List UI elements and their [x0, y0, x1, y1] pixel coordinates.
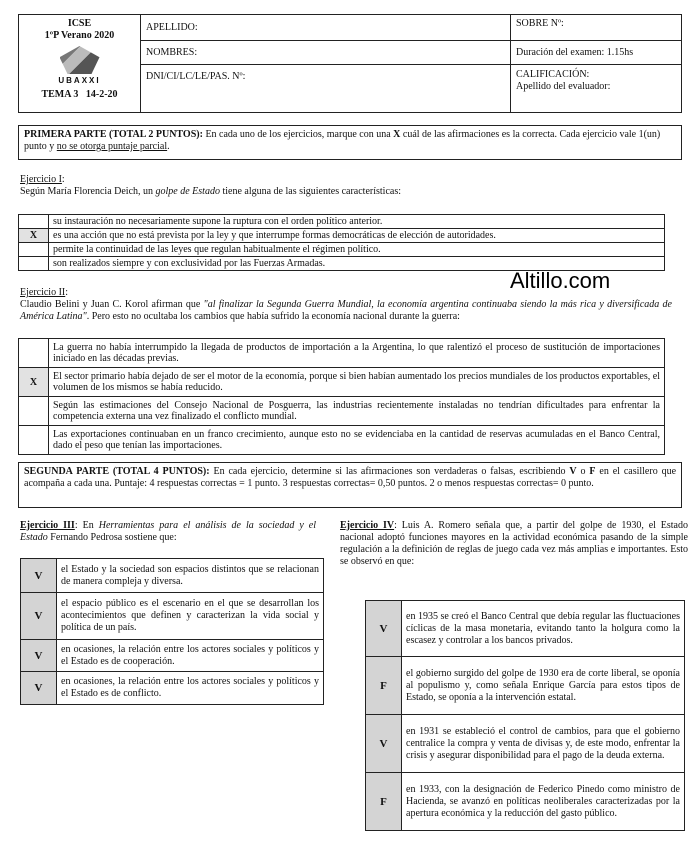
exam-date: 14-2-20: [85, 89, 118, 100]
vf-row[interactable]: F en 1933, con la designación de Federico Pinedo como ministro de Hacienda, se avanzó en políticas neoliberales caracterizadas por la apertura económica y la reducción del gasto público.: [366, 773, 685, 831]
segunda-parte-instructions: SEGUNDA PARTE (TOTAL 4 PUNTOS): En cada ejercicio, determine si las afirmaciones son verdaderas o falsas, escribiendo V o F en el casillero que acompaña a cada una. Puntaje: 4 respuestas correctas = 1 punto. 3 respuestas correctas= 0,50 puntos. 2 o menos respuestas correctas= 0 punto.: [18, 462, 682, 508]
option-row[interactable]: Las exportaciones continuaban en un franco crecimiento, aunque esto no se evidenciaba en la cantidad de reservas acumuladas en el Banco Central, dado el peso que tenían las importaciones.: [19, 426, 665, 455]
calificacion-field[interactable]: CALIFICACIÓN: Apellido del evaluador:: [511, 65, 682, 113]
header-logo-cell: [19, 15, 141, 113]
option-row[interactable]: X es una acción que no está prevista por la ley y que interrumpe formas democráticas de elección de autoridades.: [19, 229, 665, 243]
duracion-label: Duración del examen: 1.15hs: [511, 41, 682, 65]
option-row[interactable]: X El sector primario había dejado de ser el motor de la economía, porque si bien habían aumentado los precios mundiales de los productos exportables, el volumen de los mismos se había reducido.: [19, 368, 665, 397]
ejercicio-1-options: [18, 214, 665, 271]
ubaxxi-logo-icon: [60, 46, 100, 74]
vf-row[interactable]: V en 1935 se creó el Banco Central que debía regular las fluctuaciones cíclicas de la masa monetaria, evitando tanto la holgura como la escasez y controlar a los bancos privados.: [366, 601, 685, 657]
ejercicio-2-options: [18, 338, 665, 455]
ejercicio-3-intro: Ejercicio III: En Herramientas para el análisis de la sociedad y el Estado Fernando Pedrosa sostiene que:: [20, 520, 316, 543]
option-row[interactable]: La guerra no había interrumpido la llegada de productos de importación a la Argentina, lo que ralentizó el proceso de sustitución de importaciones iniciado en las décadas previas.: [19, 339, 665, 368]
logo-text: UBAXXI: [58, 76, 101, 85]
ejercicio-1-title: Ejercicio I: [20, 174, 62, 185]
watermark: Altillo.com: [510, 268, 611, 293]
vf-row[interactable]: V en ocasiones, la relación entre los actores sociales y políticos y el Estado es de cooperación.: [21, 640, 324, 672]
ejercicio-4-title: Ejercicio IV: [340, 520, 395, 531]
vf-row[interactable]: V el espacio público es el escenario en el que se desarrollan los acontecimientos que definen y caracterizan la vida social y política de un país.: [21, 593, 324, 640]
option-row[interactable]: son realizados siempre y con exclusividad por las Fuerzas Armadas.: [19, 257, 665, 271]
vf-row[interactable]: V en 1931 se estableció el control de cambios, para que el gobierno centralice la compra y venta de divisas y, de este modo, enfrentar la crisis y asegurar disponibilidad para el pago de la deuda externa.: [366, 715, 685, 773]
period: 1ºP Verano 2020: [44, 30, 115, 41]
option-row[interactable]: su instauración no necesariamente supone la ruptura con el orden político anterior.: [19, 215, 665, 229]
ejercicio-3-title: Ejercicio III: [20, 520, 75, 531]
option-row[interactable]: permite la continuidad de las leyes que regulan habitualmente el régimen político.: [19, 243, 665, 257]
ejercicio-4-options: [365, 600, 685, 831]
vf-row[interactable]: F el gobierno surgido del golpe de 1930 era de corte liberal, se oponía al populismo y, como señala Enrique García para estos tipos de Estado, se oponía a la intervención estatal.: [366, 657, 685, 715]
ejercicio-1-intro: Ejercicio I: Según María Florencia Deich, un golpe de Estado tiene alguna de las siguientes características:: [20, 174, 402, 197]
primera-parte-instructions: PRIMERA PARTE (TOTAL 2 PUNTOS): En cada uno de los ejercicios, marque con una X cuál de las afirmaciones es la correcta. Cada ejercicio vale 1(un) punto y no se otorga puntaje parcial.: [18, 125, 682, 160]
vf-row[interactable]: V el Estado y la sociedad son espacios distintos que se relacionan de manera compleja y diversa.: [21, 559, 324, 593]
ejercicio-3-options: [20, 558, 324, 705]
sobre-field[interactable]: SOBRE Nº:: [511, 15, 682, 41]
theme: TEMA 3: [41, 89, 79, 100]
exam-header: [18, 14, 682, 113]
apellido-field[interactable]: APELLIDO:: [141, 15, 511, 41]
option-row[interactable]: Según las estimaciones del Consejo Nacional de Posguerra, las industrias recientemente instaladas no tendrían dificultades para enfrentar la competencia externa una vez finalizado el conflicto mundial.: [19, 397, 665, 426]
ejercicio-4-intro: Ejercicio IV: Luis A. Romero señala que, a partir del golpe de 1930, el Estado nacional adoptó funciones mayores en la actividad económica pasando de la simple regulación a la definición de reglas de juego cada vez más amplias e importantes. Esto se observó en que:: [340, 520, 688, 567]
ejercicio-2-intro: Ejercicio II: Claudio Belini y Juan C. Korol afirman que "al finalizar la Segunda Guerra Mundial, la economía argentina continuaba siendo la más rica y diversificada de América Latina". Pero esto no ocultaba los cambios que había sufrido la economía nacional durante la guerra:: [20, 287, 672, 322]
nombres-field[interactable]: NOMBRES:: [141, 41, 511, 65]
dni-field[interactable]: DNI/CI/LC/LE/PAS. Nº:: [141, 65, 511, 113]
vf-row[interactable]: V en ocasiones, la relación entre los actores sociales y políticos y el Estado es de conflicto.: [21, 672, 324, 705]
institution: ICSE: [67, 18, 92, 29]
ejercicio-2-title: Ejercicio II: [20, 287, 66, 298]
